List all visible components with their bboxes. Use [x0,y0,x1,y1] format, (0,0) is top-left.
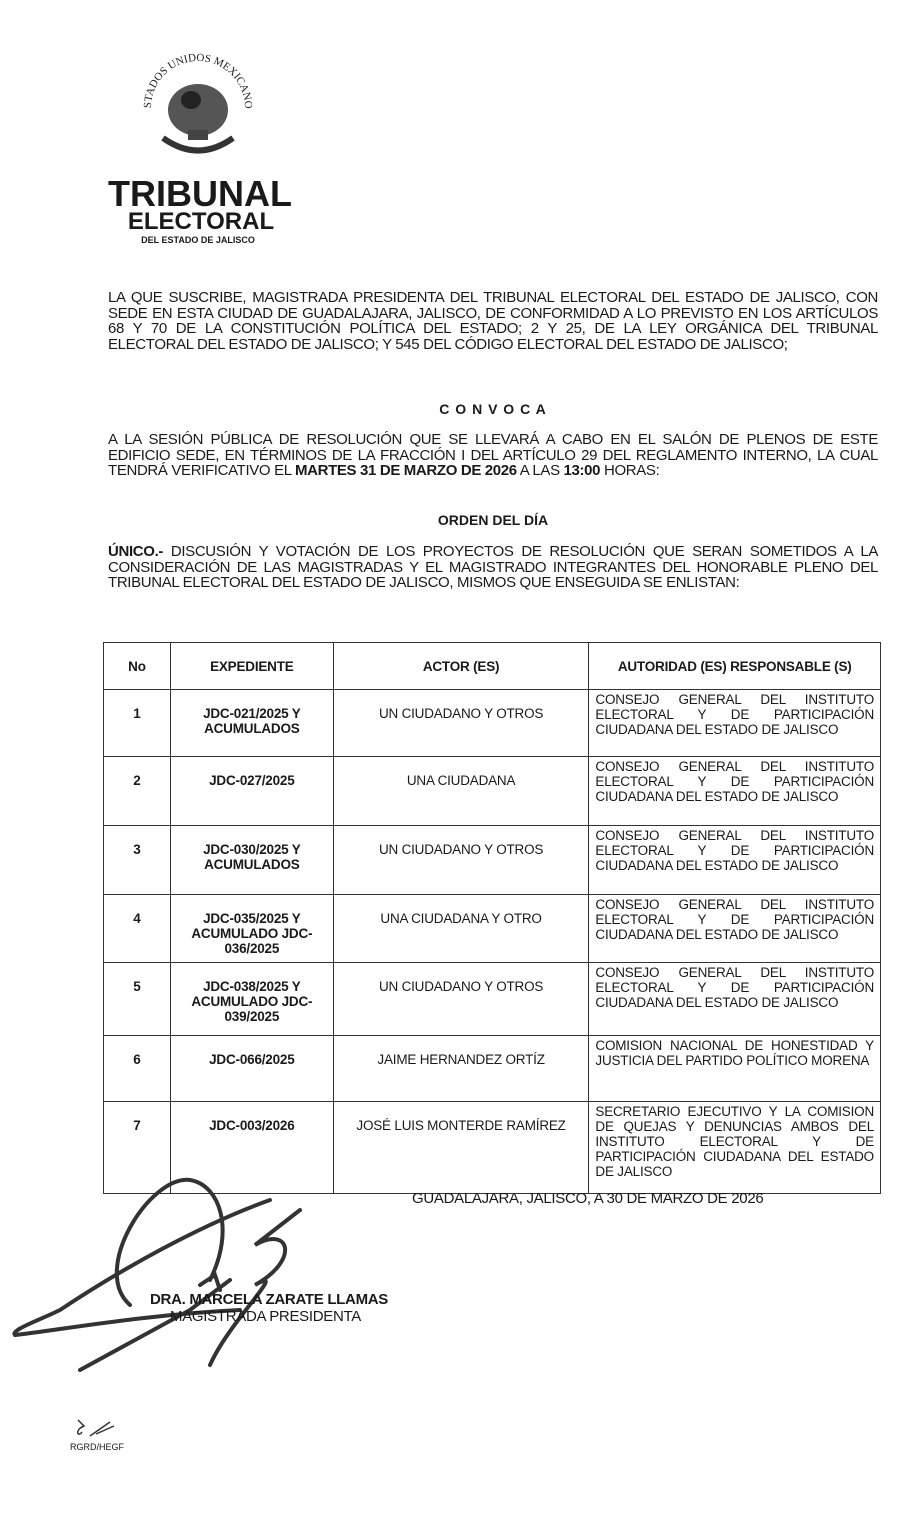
table-row [104,1036,881,1102]
actor: UNA CIUDADANA [333,757,589,826]
row-number: 6 [104,1036,171,1102]
svg-text:ESTADOS UNIDOS MEXICANOS: STADOS UNIDOS MEXICANO [141,51,255,110]
table-row [104,826,881,895]
row-number: 2 [104,757,171,826]
autoridad: CONSEJO GENERAL DEL INSTITUTO ELECTORAL Y DE PARTICIPACIÓN CIUDADANA DEL ESTADO DE JALISCO [589,895,881,963]
session-text: A LAS [516,462,564,480]
cases-table [103,642,881,1194]
orden-del-dia-heading: ORDEN DEL DÍA [437,512,549,528]
session-text: HORAS: [600,462,660,480]
signatory-role: MAGISTRADA PRESIDENTA [170,1308,361,1325]
row-number: 3 [104,826,171,895]
actor: JAIME HERNANDEZ ORTÍZ [333,1036,589,1102]
table-row [104,690,881,757]
initials-scribble [70,1418,120,1440]
unico-text: DISCUSIÓN Y VOTACIÓN DE LOS PROYECTOS DE RESOLUCIÓN QUE SERAN SOMETIDOS A LA CONSIDERACIÓN DE LAS MAGISTRADAS Y EL MAGISTRADO INTEGRANTES DEL HONORABLE PLENO DEL TRIBUNAL ELECTORAL DEL ESTADO DE JALISCO, MISMOS QUE ENSEGUIDA SE ENLISTAN: [108,543,878,592]
header-actor: ACTOR (ES) [333,643,589,690]
autoridad: SECRETARIO EJECUTIVO Y LA COMISION DE QUEJAS Y DENUNCIAS AMBOS DEL INSTITUTO ELECTORAL Y DE PARTICIPACIÓN CIUDADANA DEL ESTADO DE JALISCO [589,1102,881,1194]
row-number: 1 [104,690,171,757]
table-row [104,963,881,1036]
row-number: 4 [104,895,171,963]
national-seal-icon [133,38,263,168]
header-autoridad: AUTORIDAD (ES) RESPONSABLE (S) [589,643,881,690]
expediente: JDC-038/2025 Y ACUMULADO JDC-039/2025 [170,963,333,1036]
expediente: JDC-021/2025 Y ACUMULADOS [170,690,333,757]
autoridad: CONSEJO GENERAL DEL INSTITUTO ELECTORAL Y DE PARTICIPACIÓN CIUDADANA DEL ESTADO DE JALISCO [589,757,881,826]
org-name-line1: TRIBUNAL [108,173,292,214]
autoridad: CONSEJO GENERAL DEL INSTITUTO ELECTORAL Y DE PARTICIPACIÓN CIUDADANA DEL ESTADO DE JALISCO [589,690,881,757]
initials [70,1418,124,1452]
session-date: MARTES 31 DE MARZO DE 2026 [294,462,517,480]
autoridad: CONSEJO GENERAL DEL INSTITUTO ELECTORAL Y DE PARTICIPACIÓN CIUDADANA DEL ESTADO DE JALISCO [589,963,881,1036]
expediente: JDC-027/2025 [170,757,333,826]
unico-label: ÚNICO.- [108,543,164,560]
header-expediente: EXPEDIENTE [170,643,333,690]
handwritten-signature [0,1170,480,1390]
actor: UN CIUDADANO Y OTROS [333,826,589,895]
signatory-name: DRA. MARCELA ZARATE LLAMAS [150,1291,389,1308]
header-no: No [104,643,171,690]
place-and-date: GUADALAJARA, JALISCO, A 30 DE MARZO DE 2026 [412,1190,764,1207]
actor: JOSÉ LUIS MONTERDE RAMÍREZ [333,1102,589,1194]
initials-text: RGRD/HEGF [70,1442,124,1452]
unico-paragraph [108,544,878,591]
convoca-heading: C O N V O C A [439,401,547,417]
actor: UNA CIUDADANA Y OTRO [333,895,589,963]
expediente: JDC-066/2025 [170,1036,333,1102]
row-number: 5 [104,963,171,1036]
tribunal-logo [108,38,292,245]
expediente: JDC-030/2025 Y ACUMULADOS [170,826,333,895]
actor: UN CIUDADANO Y OTROS [333,690,589,757]
session-text: A LA SESIÓN PÚBLICA DE RESOLUCIÓN QUE SE LLEVARÁ A CABO EN EL SALÓN DE PLENOS DE ESTE EDIFICIO SEDE, EN TÉRMINOS DE LA FRACCIÓN I DEL ARTÍCULO 29 DEL REGLAMENTO INTERNO, LA CUAL TENDRÁ VERIFICATIVO EL [108,431,878,480]
expediente: JDC-035/2025 Y ACUMULADO JDC-036/2025 [170,895,333,963]
table-row [104,757,881,826]
org-name-line2: ELECTORAL [127,208,275,235]
row-number: 7 [104,1102,171,1194]
actor: UN CIUDADANO Y OTROS [333,963,589,1036]
intro-paragraph: LA QUE SUSCRIBE, MAGISTRADA PRESIDENTA DEL TRIBUNAL ELECTORAL DEL ESTADO DE JALISCO, CON SEDE EN ESTA CIUDAD DE GUADALAJARA, JALISCO, DE CONFORMIDAD A LO PREVISTO EN LOS ARTÍCULOS 68 Y 70 DE LA CONSTITUCIÓN POLÍTICA DEL ESTADO; 2 Y 25, DE LA LEY ORGÁNICA DEL TRIBUNAL ELECTORAL DEL ESTADO DE JALISCO; Y 545 DEL CÓDIGO ELECTORAL DEL ESTADO DE JALISCO; [108,289,878,353]
table-row [104,895,881,963]
session-time: 13:00 [563,462,601,480]
session-paragraph [108,432,878,479]
autoridad: COMISION NACIONAL DE HONESTIDAD Y JUSTICIA DEL PARTIDO POLÍTICO MORENA [589,1036,881,1102]
expediente: JDC-003/2026 [170,1102,333,1194]
org-name-line3: DEL ESTADO DE JALISCO [141,235,255,245]
table-header-row [104,643,881,690]
autoridad: CONSEJO GENERAL DEL INSTITUTO ELECTORAL Y DE PARTICIPACIÓN CIUDADANA DEL ESTADO DE JALISCO [589,826,881,895]
